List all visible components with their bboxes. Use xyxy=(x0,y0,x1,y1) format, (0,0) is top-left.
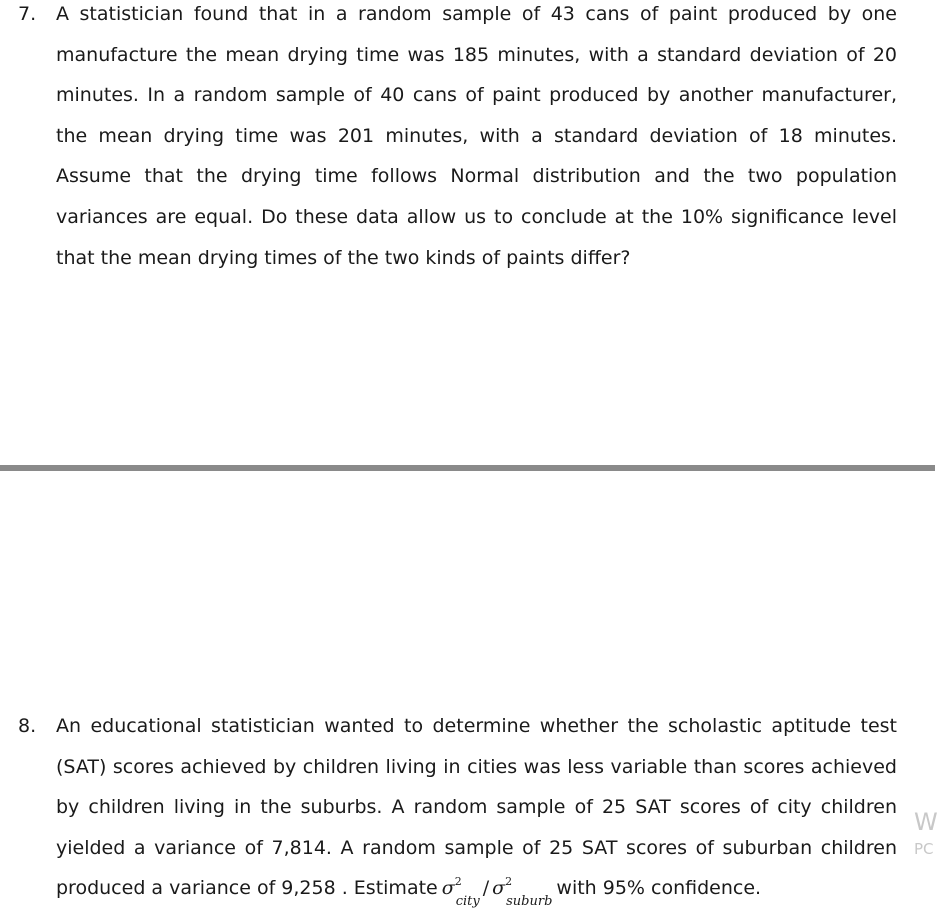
problem-8-text-tail: with 95% confidence. xyxy=(556,877,762,900)
edge-fragment-w: W xyxy=(914,808,938,836)
problem-8-number: 8. xyxy=(18,715,37,737)
problem-7-text: A statistician found that in a random sample of 43 cans of paint produced by one manufacture the mean drying time was 185 minutes, with a standard deviation of 20 minutes. In a random sample of 40 cans of paint produced by another manufacturer, the mean drying time was 201 minutes, with a standard deviation of 18 minutes. Assume that the drying time follows Normal distribution and the two population variances are equal. Do these data allow us to conclude at the 10% significance level that the mean drying times of the two kinds of paints differ? xyxy=(56,3,897,269)
sigma-suburb: σ 2 $_{suburb}$ xyxy=(492,875,553,910)
fraction-slash: / xyxy=(482,877,490,900)
edge-fragment-pc: PC xyxy=(914,840,934,858)
problem-8-text-main: An educational statistician wanted to determine whether the scholastic aptitude test (SAT) scores achieved by children living in cities was less variable than scores achieved by children living in the suburbs. A random sample of 25 SAT scores of city children yielded a variance of 7,814. A random sample of 25 SAT scores of suburban children produced a variance of 9,258 . Estimate xyxy=(56,715,897,900)
sigma-city: σ 2 $_{city}$ xyxy=(441,875,480,910)
variance-ratio-formula xyxy=(442,868,553,916)
problem-7-number: 7. xyxy=(18,3,37,25)
section-divider xyxy=(0,465,935,471)
problem-8-text xyxy=(56,706,897,917)
